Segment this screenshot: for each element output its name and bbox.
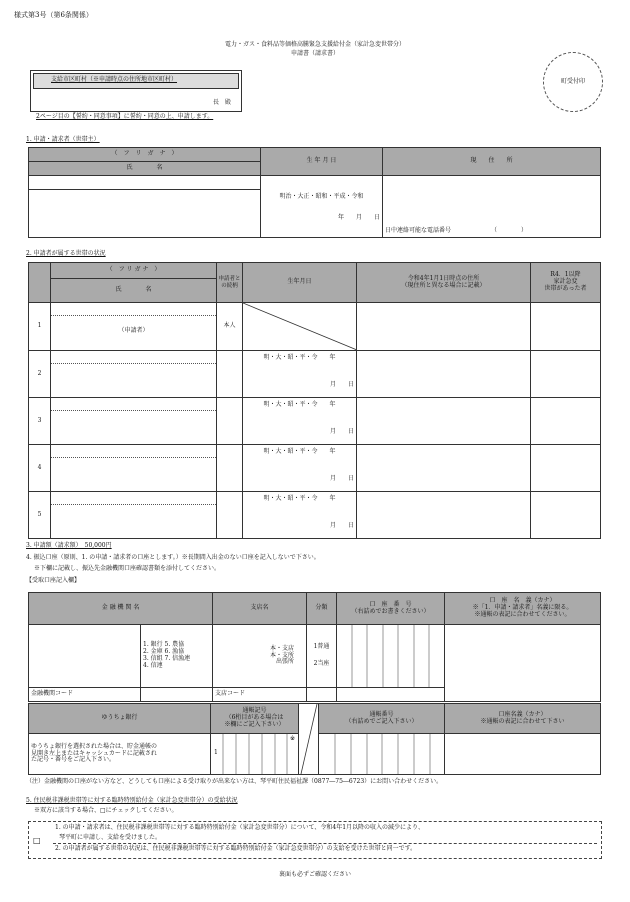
form-title: 電力・ガス・食料品等価格高騰緊急支援給付金（家計急変世帯分） [224,41,405,48]
bank-type-1: 1. 銀行 5. 農協 [143,641,185,649]
branch-code-field[interactable] [213,688,307,702]
applicant-label: （申請者） [118,327,149,334]
branch-type-1: 本・支店 [270,644,295,652]
status-item-1: 1. の申請・請求者は、住民税非課税世帯等に対する臨時特別給付金（家計急変世帯分）について、令和4年1月以降の収入の減少により、 [55,824,425,831]
bank-code-label: 金融機関コード [31,690,74,698]
relation-self: 本人 [217,303,243,351]
footer-note: 裏面も必ずご確認ください [278,871,351,878]
household-name-header: 氏 名 [51,279,217,303]
account-number-title: 口 座 番 号 [369,600,412,608]
yucho-note2: 見開き左上またはキャッシュカードに記載され [31,749,157,757]
jan-address-field[interactable] [357,445,531,492]
month-day-label: 月 日 [329,474,354,482]
era-options: 明治・大正・昭和・平成・令和 [279,193,364,200]
applicant-table [28,147,601,238]
passbook-title: 通帳記号 [242,707,267,715]
yucho-divider [299,704,319,775]
bank-type-3: 3. 信組 7. 信漁連 [143,655,191,662]
form-subtitle: 申請書（請求書） [290,50,339,57]
birthdate-ymd: 年 月 日 [337,213,380,221]
section3-amount: 3. 申請額（請求額） 50,000円 [26,542,112,549]
receipt-status-box [28,821,602,859]
r4-field[interactable] [531,492,601,539]
passbook-mark: ※ [289,735,295,742]
r4-field[interactable] [531,398,601,445]
section5-note: ※双方に該当する場合、□にチェックしてください。 [34,807,178,814]
account-holder-field[interactable] [445,625,601,702]
r4-header [531,263,601,303]
household-name-field[interactable] [51,398,217,445]
furigana-header: （ フ リ ガ ナ ） [29,148,261,162]
row-number: 1 [29,303,51,351]
r4-field[interactable] [531,445,601,492]
section4-line1: 4. 振込口座（原則、1. の申請・請求者の口座とします。）※長期間入出金のない口座を記入しないで下さい。 [26,554,320,561]
yucho-holder-title: 口座名義（カナ） [498,710,547,718]
passbook-prefix-1: 1 [214,749,218,756]
era-options: 明・大・昭・平・令 [263,448,318,455]
furigana-field[interactable] [29,176,261,190]
jan-address-line2: （現住所と異なる場合に記載） [401,281,486,289]
phone-parens: （ ） [491,227,528,235]
row-number: 2 [29,351,51,398]
relation-field[interactable] [217,492,243,539]
section1-heading: 1. 申請・請求者（世帯主） [26,136,100,143]
passbook-number-field[interactable] [319,734,445,775]
address-field[interactable] [383,176,601,238]
addressee-box [30,70,242,112]
passbook-number-title: 通帳番号 [369,710,394,718]
check-box-1[interactable]: □ [33,836,41,845]
account-number-header [337,593,445,625]
era-options: 明・大・昭・平・令 [263,354,318,361]
addressee-municipality: 支給市区町村（※申請時点の住所地市区町村） [51,76,178,83]
category-field[interactable] [307,625,337,688]
relation-field[interactable] [217,351,243,398]
reception-stamp-label: 町受付印 [560,78,585,85]
era-options: 明・大・昭・平・令 [263,401,318,408]
section2-heading: 2. 申請者が属する世帯の状況 [26,250,106,257]
name-header: 氏 名 [29,162,261,176]
yucho-note3: た記号・番号をご記入下さい。 [31,756,116,764]
passbook-note2: ※欄にご記入下さい） [224,720,285,728]
passbook-symbol-header [211,704,299,734]
month-day-label: 月 日 [329,521,354,529]
form-number: 様式第3号（第6条関係） [14,11,93,19]
household-name-field[interactable] [51,351,217,398]
status-item-2: 2. の申請者が属する世帯の状況は、住民税非課税世帯等に対する臨時特別給付金（家計急変世帯分）の支給を受けた世帯と同一です。 [55,845,417,852]
passbook-symbol-field[interactable] [211,734,299,775]
status-item-1b: 琴平町に申請し、支給を受けました。 [59,834,162,841]
r4-line3: 世帯があった者 [544,284,587,292]
name-field[interactable] [29,190,261,238]
reception-stamp-circle [543,52,603,112]
row-number: 4 [29,445,51,492]
household-name-field[interactable] [51,445,217,492]
account-number-field[interactable] [337,625,445,688]
month-day-label: 月 日 [329,427,354,435]
branch-field[interactable] [213,625,307,688]
branch-code-label: 支店コード [215,690,246,698]
row-number: 3 [29,398,51,445]
yucho-holder-note: ※通帳の表記に合わせて下さい [480,717,565,725]
bank-table [28,592,601,702]
birth-field[interactable] [243,398,357,445]
household-furigana-header: （ フ リ ガ ナ ） [51,263,217,279]
birth-field[interactable] [243,351,357,398]
relation-header: 申請者との続柄 [217,263,243,303]
caution-note: （注）金融機関の口座がない方など、どうしても口座による受け取りが出来ない方は、琴平町住民福祉課（0877―75―6723）にお問い合わせください。 [26,778,443,785]
r4-line2: 家計急変 [553,278,578,286]
account-number-note: （右詰めでお書きください） [351,607,430,615]
jan-address-field[interactable] [357,398,531,445]
bank-name-field[interactable] [29,625,141,688]
addressee-suffix: 長 殿 [212,99,231,106]
yucho-holder-field[interactable] [445,734,601,775]
bank-type-options[interactable] [141,625,213,688]
household-name-field[interactable] [51,492,217,539]
relation-field[interactable] [217,398,243,445]
category-current: 2当座 [313,660,330,667]
birth-field[interactable] [243,492,357,539]
year-label: 年 [329,448,336,455]
jan-address-line1: 令和4年1月1日時点の住所 [407,274,480,282]
account-holder-header [445,593,601,625]
r4-line1: R4．1以降 [550,271,581,279]
branch-header: 支店名 [213,593,307,625]
account-holder-note1: ※「1．申請・請求者」名義に限る。 [472,604,573,612]
branch-type-3: 出張所 [276,658,295,666]
passbook-number-header [319,704,445,734]
bank-name-header: 金 融 機 関 名 [29,593,213,625]
birth-crossed [243,303,357,351]
bank-type-4: 4. 信連 [143,661,163,669]
phone-label: 日中連絡可能な電話番号 [385,227,452,235]
r4-field[interactable] [531,351,601,398]
bank-type-2: 2. 金庫 6. 漁協 [143,648,185,656]
category-ordinary: 1普通 [313,643,330,651]
month-day-label: 月 日 [329,380,354,388]
year-label: 年 [329,495,336,502]
year-label: 年 [329,354,336,361]
yucho-header: ゆうちょ銀行 [29,704,211,734]
household-birth-header: 生年月日 [243,263,357,303]
era-options: 明・大・昭・平・令 [263,495,318,502]
yucho-holder-header [445,704,601,734]
birth-field[interactable] [243,445,357,492]
section5-heading: 5. 住民税非課税世帯等に対する臨時特別給付金（家計急変世帯分）の受給状況 [26,797,238,804]
section4-line2: ※下欄に記載し、振込先金融機関口座確認書類を添付してください。 [34,565,221,572]
jan-address-field[interactable] [357,303,531,351]
household-table [28,262,601,539]
branch-type-2: 本・支所 [270,651,295,659]
birthdate-header: 生 年 月 日 [261,148,383,176]
year-label: 年 [329,401,336,408]
row-number: 5 [29,492,51,539]
birthdate-field[interactable] [261,176,383,238]
yucho-table [28,703,601,775]
jan-address-field[interactable] [357,492,531,539]
yucho-note1: ゆうちょ銀行を選択された場合は、貯金通帳の [31,742,158,750]
bank-code-field[interactable] [29,688,141,702]
jan-address-field[interactable] [357,351,531,398]
account-holder-title: 口 座 名 義（カナ） [489,597,556,605]
category-header: 分類 [307,593,337,625]
household-name-field[interactable] [51,303,217,351]
jan-address-header [357,263,531,303]
yucho-instructions [29,734,211,775]
relation-field[interactable] [217,445,243,492]
section4-line3: 【受取口座記入欄】 [26,577,81,584]
address-header: 現 住 所 [383,148,601,176]
account-holder-note2: ※通帳の表記に合わせてください。 [474,610,571,618]
r4-field[interactable] [531,303,601,351]
intro-text: 2ページ目の【誓約・同意事項】に誓約・同意の上、申請します。 [36,113,214,120]
passbook-note1: （6桁目がある場合は [225,714,284,722]
passbook-number-note: （右詰めでご記入下さい） [345,717,418,725]
